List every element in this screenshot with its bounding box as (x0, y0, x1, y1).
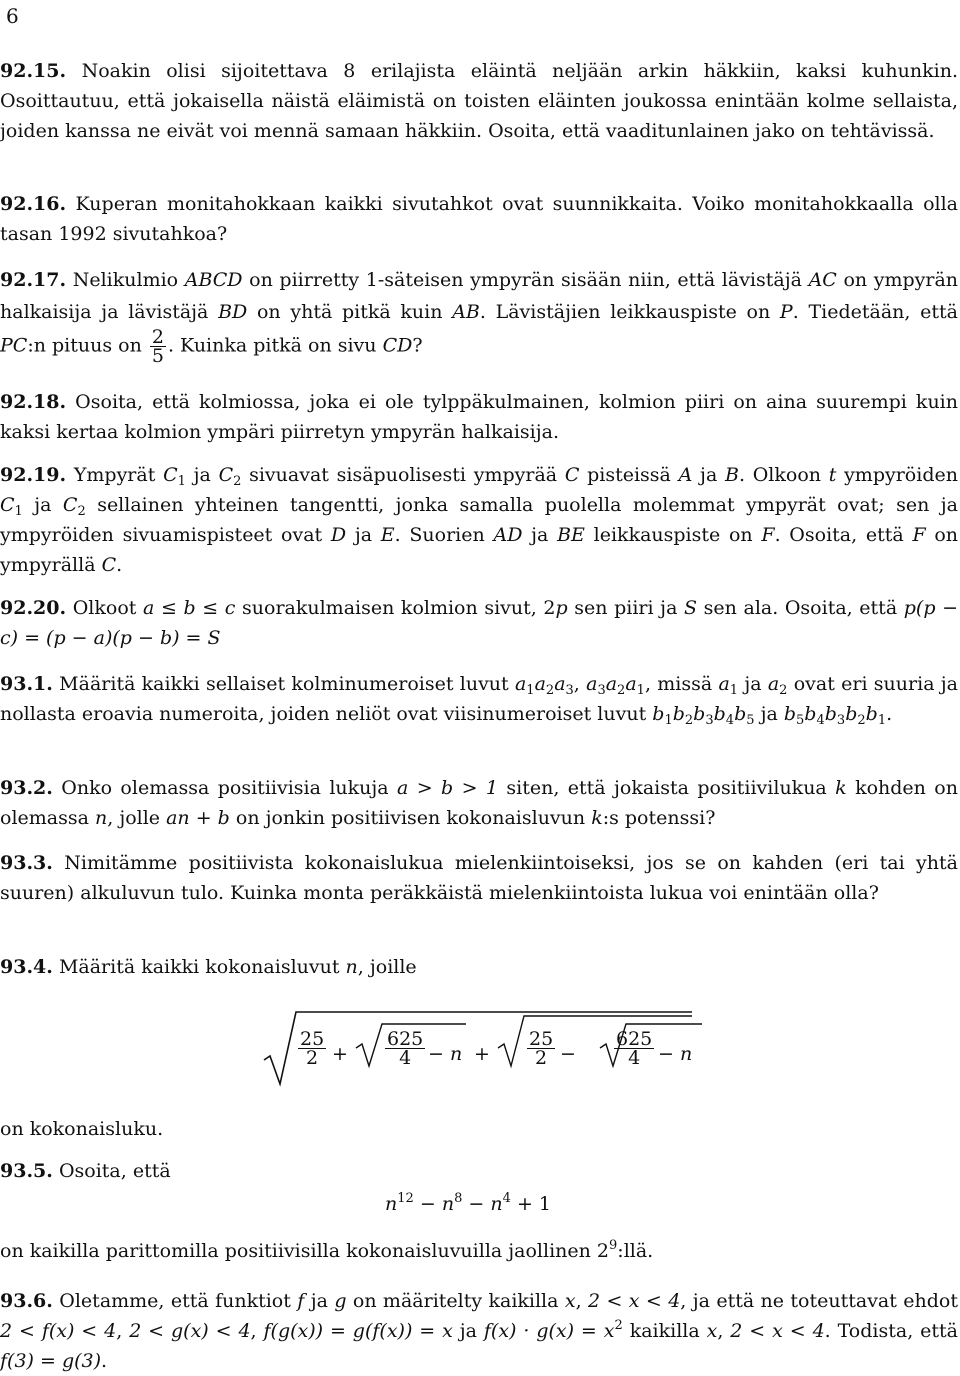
math-symbol: P (779, 301, 793, 323)
math-symbol: b (672, 703, 685, 725)
problem-text: Oletamme, että funktiot (59, 1290, 291, 1312)
problem-label: 92.15. (0, 60, 67, 82)
problem-text: ja (193, 464, 211, 486)
math-exponent: 4 (502, 1191, 511, 1206)
fraction-denominator: 2 (306, 1047, 319, 1069)
plus-sign: + (332, 1043, 348, 1065)
math-subscript: 3 (836, 713, 846, 728)
problem-text: Ympyrät (73, 464, 156, 486)
problem-label: 92.16. (0, 193, 67, 215)
math-condition: 2 < g(x) < 4 (129, 1320, 251, 1342)
minus-sign: − (560, 1043, 576, 1065)
problem-93-5-conclusion (0, 1240, 653, 1262)
math-subscript: 1 (526, 683, 535, 698)
problem-92-17 (0, 264, 958, 365)
problem-text: Määritä kaikki sellaiset kolminumeroiset luvut (59, 673, 509, 695)
problem-text: . (116, 554, 123, 576)
math-subscript: 2 (233, 474, 242, 489)
math-symbol: CD (382, 334, 413, 357)
problem-text: :llä. (617, 1240, 654, 1262)
fraction (150, 328, 166, 365)
math-subscript: 5 (746, 713, 755, 728)
problem-label: 92.20. (0, 597, 67, 619)
math-symbol: C (218, 464, 234, 486)
math-symbol: F (761, 524, 775, 546)
math-subscript: 1 (636, 683, 645, 698)
math-symbol: ABCD (184, 269, 243, 291)
problem-text: pisteissä (587, 464, 671, 486)
fraction-denominator: 2 (535, 1047, 548, 1069)
math-symbol: b (652, 703, 665, 725)
math-symbol: C (62, 494, 78, 516)
math-symbol: a (605, 673, 618, 695)
problem-label: 93.1. (0, 673, 53, 695)
problem-label: 92.18. (0, 391, 67, 413)
math-symbol: a (625, 673, 637, 695)
problem-text: sen ala. Osoita, että (703, 597, 898, 619)
math-symbol: BD (218, 301, 248, 323)
math-subscript: 3 (597, 683, 606, 698)
problem-label: 93.3. (0, 852, 53, 874)
math-term: + 1 (516, 1193, 551, 1215)
math-symbol: n (345, 956, 358, 978)
math-symbol: E (380, 524, 395, 546)
problem-text: leikkauspiste on (593, 524, 753, 546)
problem-92-19 (0, 460, 958, 580)
problem-text: . (101, 1350, 108, 1372)
problem-93-4 (0, 952, 958, 982)
math-symbol: g (334, 1290, 347, 1312)
math-subscript: 2 (77, 504, 86, 519)
math-symbol: n (385, 1193, 398, 1215)
problem-text: kohden on olemassa (0, 777, 958, 829)
problem-text: . Lävistäjien leikkauspiste on (479, 301, 771, 323)
math-symbol: b (865, 703, 878, 725)
problem-text: on kaikilla parittomilla positiivisilla kokonaisluvuilla jaollinen 2 (0, 1240, 610, 1262)
problem-text: Noakin olisi sijoitettava 8 erilajista eläintä neljään arkin häkkiin, kaksi kuhunkin. Osoittautuu, että jokaisella näistä eläimistä on toisten eläinten joukossa enintään kolme sellaista, joiden kanssa ne eivät voi mennä samaan häkkiin. Osoita, että vaaditunlainen jako on tehtävissä. (0, 60, 958, 142)
problem-text: Kuperan monitahokkaan kaikki sivutahkot ovat suunnikkaita. Voiko monitahokkaalla olla tasan 1992 sivutahkoa? (0, 193, 958, 245)
math-symbol: b (713, 703, 726, 725)
problem-text: siten, että jokaista positiivilukua (506, 777, 827, 799)
problem-92-20 (0, 593, 958, 653)
fraction-numerator: 625 (387, 1028, 424, 1050)
math-condition: 2 < f(x) < 4 (0, 1320, 117, 1342)
problem-text: ja (34, 494, 52, 516)
math-symbol: n (450, 1043, 463, 1065)
math-inequality: 2 < x < 4 (588, 1290, 681, 1312)
problem-text: . Todista, että (824, 1320, 958, 1342)
math-symbol: x (564, 1290, 576, 1312)
math-symbol: b (824, 703, 837, 725)
problem-text: . Kuinka pitkä on sivu (167, 334, 377, 357)
plus-sign: + (474, 1043, 490, 1065)
problem-text: Osoita, että kolmiossa, joka ei ole tylppäkulmainen, kolmion piiri on aina suurempi kuin kaksi kertaa kolmion ympäri piirretyn ympyrän halkaisija. (0, 391, 958, 443)
math-symbol: k (835, 777, 847, 799)
problem-text: Onko olemassa positiivisia lukuja (61, 777, 389, 799)
math-subscript: 3 (565, 683, 574, 698)
minus-sign: − (419, 1193, 436, 1215)
problem-text: :s potenssi? (602, 807, 716, 829)
fraction (525, 1030, 557, 1067)
problem-text: ympyröiden (844, 464, 958, 486)
problem-text: Määritä kaikki kokonaisluvut (58, 956, 340, 978)
math-symbol: C (564, 464, 580, 486)
math-subscript: 3 (705, 713, 714, 728)
math-subscript: 1 (729, 683, 739, 698)
math-exponent: 2 (614, 1318, 623, 1333)
problem-text: , jolle (107, 807, 161, 829)
math-symbol: a (514, 673, 527, 695)
math-exponent: 8 (454, 1191, 463, 1206)
fraction-numerator: 25 (529, 1028, 554, 1050)
problem-text: Nelikulmio (72, 269, 179, 291)
fraction-denominator: 4 (628, 1047, 641, 1069)
problem-text: . Osoita, että (774, 524, 904, 546)
problem-93-1: 93.1. Määritä kaikki sellaiset kolminumeroiset luvut $a_1a_2a_3$, $a_3a_2a_1$, missä $a_1$ ja $a_2$ ovat eri suuria ja nollasta eroavia numeroita, joiden neliöt ovat viisinumeroiset luvut $b_1b_2b_3b_4b_5$ ja $b_5b_4b_3b_2b_1$. (0, 673, 959, 728)
fraction (296, 1030, 328, 1067)
problem-text: Osoita, että (58, 1160, 171, 1182)
math-symbol: k (591, 807, 603, 829)
minus-sign: − (658, 1043, 674, 1065)
math-symbol: b (783, 703, 797, 725)
math-symbol: A (678, 464, 693, 486)
problem-text: Nimitämme positiivista kokonaislukua mielenkiintoiseksi, jos se on kahden (eri tai yhtä suuren) alkuluvun tulo. Kuinka monta peräkkäistä mielenkiintoista lukua voi enintään olla? (0, 852, 958, 904)
problem-92-18 (0, 387, 958, 447)
problem-93-3 (0, 848, 958, 908)
math-symbol: p (555, 597, 568, 619)
math-subscript: 1 (664, 713, 673, 728)
math-symbol: f (297, 1290, 305, 1312)
math-exponent: 9 (609, 1238, 618, 1253)
problem-text: on ympyrällä (0, 524, 959, 576)
problem-text: :n pituus on (27, 334, 142, 357)
problem-text: ovat eri suuria ja nollasta eroavia numeroita, joiden neliöt ovat viisinumeroiset luvut (0, 673, 959, 725)
math-symbol: PC (0, 334, 28, 357)
math-symbol: BE (557, 524, 585, 546)
problem-text: ja (531, 524, 549, 546)
problem-label: 93.5. (0, 1160, 53, 1182)
problem-text: ? (412, 334, 423, 357)
problem-text: Olkoot (72, 597, 137, 619)
problem-text: on yhtä pitkä kuin (256, 301, 443, 323)
math-inequality: a > b > 1 (397, 777, 498, 799)
math-symbol: S (684, 597, 698, 619)
problem-label: 92.17. (0, 269, 67, 291)
math-symbol: F (912, 524, 926, 546)
math-subscript: 4 (725, 713, 735, 728)
fraction (383, 1030, 427, 1067)
math-symbol: D (330, 524, 347, 546)
problem-text: on kokonaisluku. (0, 1118, 164, 1140)
math-condition: f(g(x)) = g(f(x)) = x (263, 1320, 453, 1342)
problem-text: ja (700, 464, 718, 486)
math-subscript: 1 (14, 504, 23, 519)
problem-text: sen piiri ja (574, 597, 678, 619)
problem-text: sellainen yhteinen tangentti, jonka samalla puolella molemmat ympyrät ovat; sen ja ympyröiden sivuamispisteet ovat (0, 494, 959, 546)
fraction-numerator: 2 (151, 326, 164, 348)
math-symbol: t (828, 464, 837, 486)
fraction (612, 1030, 656, 1067)
math-symbol: AD (493, 524, 523, 546)
math-symbol: a (767, 673, 780, 695)
fraction-denominator: 4 (399, 1047, 412, 1069)
problem-text: on jonkin positiivisen kokonaisluvun (235, 807, 586, 829)
problem-text: kaikilla (629, 1320, 700, 1342)
problem-text: . Suorien (394, 524, 485, 546)
math-symbol: B (724, 464, 739, 486)
math-expression: an + b (166, 807, 230, 829)
fraction-denominator: 5 (151, 345, 164, 367)
math-symbol: C (101, 554, 117, 576)
math-symbol: n (94, 807, 108, 829)
problem-text: on ympyrän halkaisija ja lävistäjä (0, 269, 959, 323)
page-number: 6 (6, 4, 19, 28)
math-symbol: n (490, 1193, 503, 1215)
problem-label: 93.2. (0, 777, 53, 799)
problem-text: suorakulmaisen kolmion sivut, 2 (242, 597, 556, 619)
math-symbol: C (163, 464, 178, 486)
math-subscript: 2 (779, 683, 788, 698)
math-subscript: 2 (684, 713, 694, 728)
problem-text: . Olkoon (738, 464, 821, 486)
math-inequality: a ≤ b ≤ c (143, 597, 236, 619)
minus-sign: − (468, 1193, 485, 1215)
math-subscript: 4 (816, 713, 825, 728)
problem-label: 93.6. (0, 1290, 53, 1312)
problem-label: 92.19. (0, 464, 67, 486)
math-inequality: 2 < x < 4 (730, 1320, 825, 1342)
math-symbol: AC (808, 269, 837, 291)
problem-text: on piirretty 1-säteisen ympyrän sisään niin, että lävistäjä (249, 269, 802, 291)
minus-sign: − (428, 1043, 444, 1065)
problem-92-16 (0, 189, 958, 249)
fraction-numerator: 25 (300, 1028, 325, 1050)
math-symbol: x (706, 1320, 718, 1342)
math-subscript: 2 (545, 683, 555, 698)
math-symbol: b (845, 703, 858, 725)
math-symbol: AB (452, 301, 480, 323)
math-subscript: 1 (877, 713, 887, 728)
problem-93-2 (0, 773, 958, 833)
problem-92-15 (0, 56, 958, 146)
math-symbol: C (0, 494, 15, 516)
math-symbol: n (441, 1193, 455, 1215)
problem-text: , joille (357, 956, 417, 978)
problem-93-6: 93.6. Oletamme, että funktiot f ja g on määritelty kaikilla x, 2 < x < 4, ja että ne toteuttavat ehdot 2 < f(x) < 4, 2 < g(x) < 4, f(g(x)) = g(f(x)) = x ja $f(x) \cdot g(x) = x^2$ kaikilla x, 2 < x < 4. Todista, että f(3) = g(3). (0, 1290, 959, 1372)
math-subscript: 2 (617, 683, 626, 698)
problem-text: missä (657, 673, 713, 695)
problem-text: , ja että ne toteuttavat ehdot (680, 1290, 959, 1312)
problem-text: on määritelty kaikilla (352, 1290, 559, 1312)
problem-text: ja (744, 673, 762, 695)
math-subscript: 1 (177, 474, 186, 489)
problem-label: 93.4. (0, 956, 53, 978)
problem-text: ja (459, 1320, 477, 1342)
problem-93-5 (0, 1160, 171, 1182)
problem-text: ja (310, 1290, 328, 1312)
problem-text: sivuavat sisäpuolisesti ympyrää (249, 464, 558, 486)
math-subscript: 2 (857, 713, 866, 728)
math-symbol: a (718, 673, 730, 695)
math-symbol: b (804, 703, 817, 725)
math-symbol: b (734, 703, 747, 725)
problem-text: ja (760, 703, 778, 725)
math-formula: p(p − c) = (p − a)(p − b) = S (0, 597, 959, 649)
problem-text: . Tiedetään, että (792, 301, 958, 323)
math-symbol: b (693, 703, 706, 725)
math-subscript: 5 (796, 713, 805, 728)
math-formula: f(3) = g(3) (0, 1350, 102, 1372)
polynomial-formula (385, 1193, 551, 1215)
math-symbol: n (680, 1043, 693, 1065)
math-condition: f(x) · g(x) = x (483, 1320, 615, 1342)
fraction-numerator: 625 (616, 1028, 653, 1050)
math-exponent: 12 (397, 1191, 414, 1206)
math-symbol: a (534, 673, 546, 695)
problem-text: ja (354, 524, 373, 546)
math-symbol: a (554, 673, 566, 695)
math-symbol: a (586, 673, 598, 695)
